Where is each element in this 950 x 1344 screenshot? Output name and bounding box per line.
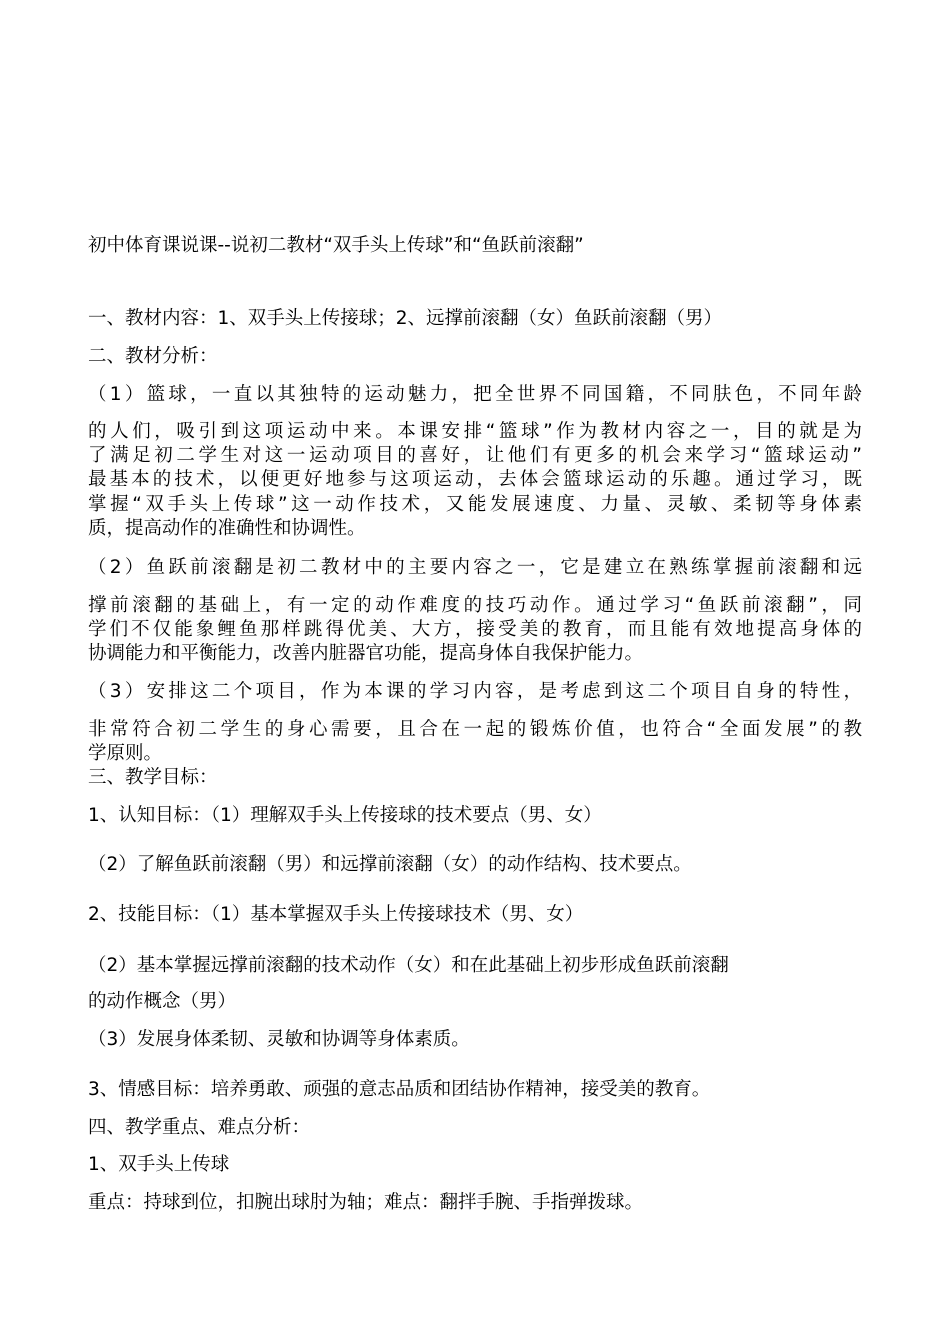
text-line: （2）基本掌握远撑前滚翻的技术动作（女）和在此基础上初步形成鱼跃前滚翻 (88, 955, 729, 976)
text-line: （3）安排这二个项目，作为本课的学习内容，是考虑到这二个项目自身的特性， (88, 681, 862, 702)
text-line: （2）鱼跃前滚翻是初二教材中的主要内容之一，它是建立在熟练掌握前滚翻和远 (88, 557, 862, 578)
text-line: 一、教材内容：1、双手头上传接球；2、远撑前滚翻（女）鱼跃前滚翻（男） (88, 308, 723, 329)
section-heading: 三、教学目标： (88, 767, 218, 788)
text-line: 最基本的技术，以便更好地参与这项运动，去体会篮球运动的乐趣。通过学习，既 (88, 469, 862, 490)
text-line: （2）了解鱼跃前滚翻（男）和远撑前滚翻（女）的动作结构、技术要点。 (88, 854, 692, 875)
text-line: （1）篮球，一直以其独特的运动魅力，把全世界不同国籍，不同肤色，不同年龄 (88, 384, 862, 405)
text-line: 3、情感目标：培养勇敢、顽强的意志品质和团结协作精神，接受美的教育。 (88, 1079, 711, 1100)
text-line: 质，提高动作的准确性和协调性。 (88, 518, 366, 539)
section-heading: 四、教学重点、难点分析： (88, 1117, 311, 1138)
text-line: 掌握“双手头上传球”这一动作技术，又能发展速度、力量、灵敏、柔韧等身体素 (88, 494, 862, 515)
text-line: 的人们，吸引到这项运动中来。本课安排“篮球”作为教材内容之一，目的就是为 (88, 421, 862, 442)
document-title: 初中体育课说课--说初二教材“双手头上传球”和“鱼跃前滚翻” (88, 235, 584, 256)
text-line: 了满足初二学生对这一运动项目的喜好，让他们有更多的机会来学习“篮球运动” (88, 445, 862, 466)
text-line: 协调能力和平衡能力，改善内脏器官功能，提高身体自我保护能力。 (88, 643, 644, 664)
text-line: 重点：持球到位，扣腕出球肘为轴；难点：翻拌手腕、手指弹拨球。 (88, 1192, 644, 1213)
text-line: （3）发展身体柔韧、灵敏和协调等身体素质。 (88, 1029, 470, 1050)
text-line: 的动作概念（男） (88, 991, 237, 1012)
text-line: 撑前滚翻的基础上，有一定的动作难度的技巧动作。通过学习“鱼跃前滚翻”，同 (88, 595, 862, 616)
text-line: 学原则。 (88, 743, 163, 764)
text-line: 1、双手头上传球 (88, 1154, 230, 1175)
section-heading: 二、教材分析： (88, 346, 218, 367)
text-line: 1、认知目标：（1）理解双手头上传接球的技术要点（男、女） (88, 805, 602, 826)
text-line: 学们不仅能象鲤鱼那样跳得优美、大方，接受美的教育，而且能有效地提高身体的 (88, 619, 862, 640)
text-line: 非常符合初二学生的身心需要，且合在一起的锻炼价值，也符合“全面发展”的教 (88, 719, 862, 740)
text-line: 2、技能目标：（1）基本掌握双手头上传接球技术（男、女） (88, 904, 584, 925)
